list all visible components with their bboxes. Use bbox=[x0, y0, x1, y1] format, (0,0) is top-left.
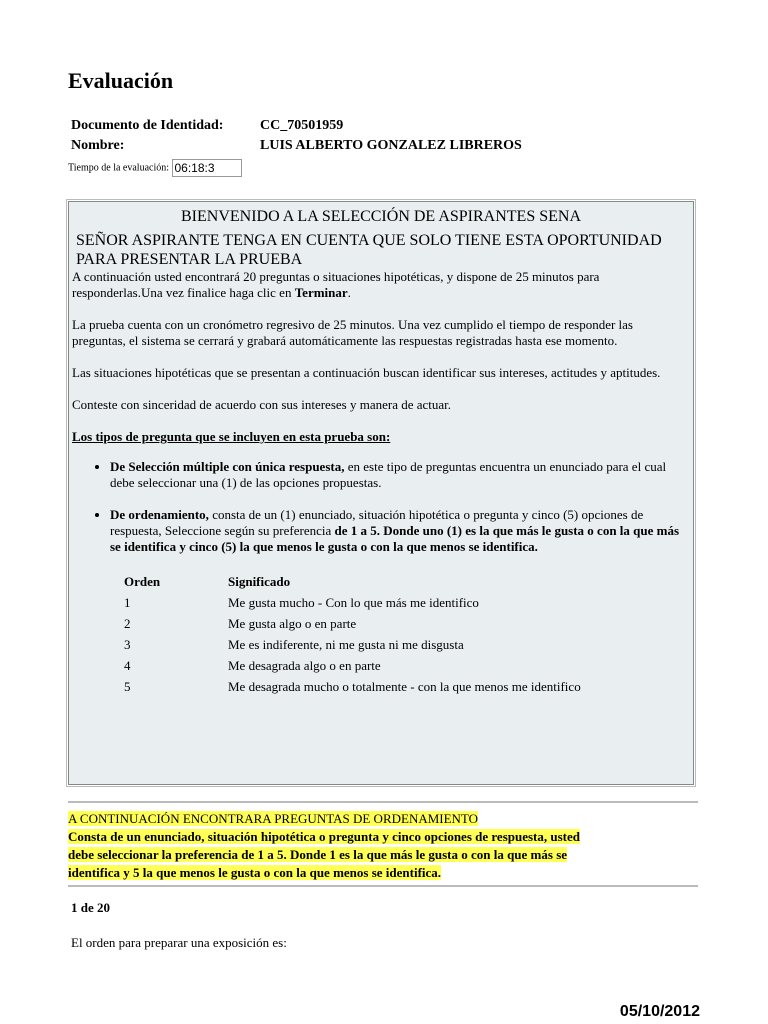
question-type-ordering: • De ordenamiento, consta de un (1) enunciado, situación hipotética o pregunta y cinco (5) opciones de respuesta, Seleccione según su preferencia de 1 a 5. Donde uno (1) es la que más le gusta o con la que más se identifica y cinco (5) la que menos le gusta o con la que menos se identifica. bbox=[110, 507, 690, 555]
table-row: 3 Me es indiferente, ni me gusta ni me disgusta bbox=[124, 636, 464, 652]
table-row: 2 Me gusta algo o en parte bbox=[124, 615, 357, 631]
divider-bottom bbox=[68, 885, 698, 887]
divider-top bbox=[68, 801, 698, 803]
evaluation-timer bbox=[68, 159, 242, 177]
footer-date: 05/10/2012 bbox=[619, 1003, 700, 1020]
timer-field: 06:18:3 bbox=[172, 159, 242, 177]
instructions-box bbox=[68, 201, 694, 785]
document-row bbox=[71, 116, 522, 136]
table-header-row bbox=[124, 571, 581, 592]
instructions-paragraph-2: La prueba cuenta con un cronómetro regresivo de 25 minutos. Una vez cumplido el tiempo de responder las preguntas, el sistema se cerrará y grabará automáticamente las respuestas registradas hasta ese momento. bbox=[72, 317, 633, 348]
table-row: 4 Me desagrada algo o en parte bbox=[124, 657, 381, 673]
question-type-multiple-choice: • De Selección múltiple con única respuesta, en este tipo de preguntas encuentra un enunciado para el cual debe seleccionar una (1) de las opciones propuestas. bbox=[110, 459, 690, 491]
notice-line-1: Consta de un enunciado, situación hipotética o pregunta y cinco opciones de respuesta, usted bbox=[68, 829, 580, 844]
table-row: 1 Me gusta mucho - Con lo que más me identifico bbox=[124, 594, 479, 610]
name-value: LUIS ALBERTO GONZALEZ LIBREROS bbox=[260, 138, 522, 153]
notice-line-3: identifica y 5 la que menos le gusta o con la que menos se identifica. bbox=[68, 865, 442, 880]
instructions-paragraph-3: Las situaciones hipotéticas que se presentan a continuación buscan identificar sus intereses, actitudes y aptitudes. bbox=[72, 365, 661, 380]
instructions-paragraph-1: A continuación usted encontrará 20 preguntas o situaciones hipotéticas, y dispone de 25 minutos para responderlas.Una vez finalice haga clic en Terminar. bbox=[72, 269, 600, 300]
column-header-significado: Significado bbox=[228, 573, 291, 589]
document-value: CC_70501959 bbox=[260, 118, 344, 133]
warning-subtitle: SEÑOR ASPIRANTE TENGA EN CUENTA QUE SOLO TIENE ESTA OPORTUNIDAD PARA PRESENTAR LA PRUEBA bbox=[76, 232, 662, 268]
name-label: Nombre: bbox=[71, 138, 125, 153]
name-row bbox=[71, 136, 522, 156]
question-counter: 1 de 20 bbox=[71, 900, 110, 915]
notice-line-2: debe seleccionar la preferencia de 1 a 5. Donde 1 es la que más le gusta o con la que más se bbox=[68, 847, 568, 862]
question-types-list bbox=[72, 459, 690, 555]
terminar-word: Terminar bbox=[294, 285, 348, 300]
ordering-notice bbox=[68, 810, 700, 882]
welcome-title: BIENVENIDO A LA SELECCIÓN DE ASPIRANTES SENA bbox=[180, 208, 581, 225]
page-title: Evaluación bbox=[68, 68, 174, 93]
document-label: Documento de Identidad: bbox=[71, 118, 224, 133]
notice-title: A CONTINUACIÓN ENCONTRARA PREGUNTAS DE ORDENAMIENTO bbox=[68, 811, 479, 826]
instructions-paragraph-4: Conteste con sinceridad de acuerdo con sus intereses y manera de actuar. bbox=[72, 397, 452, 412]
timer-label: Tiempo de la evaluación: bbox=[68, 162, 169, 174]
question-text: El orden para preparar una exposición es: bbox=[71, 935, 287, 950]
question-types-heading: Los tipos de pregunta que se incluyen en esta prueba son: bbox=[72, 429, 391, 444]
column-header-orden: Orden bbox=[124, 573, 161, 589]
table-row: 5 Me desagrada mucho o totalmente - con la que menos me identifico bbox=[124, 678, 581, 694]
ordering-scale-table bbox=[124, 571, 581, 697]
identity-info bbox=[71, 116, 522, 156]
